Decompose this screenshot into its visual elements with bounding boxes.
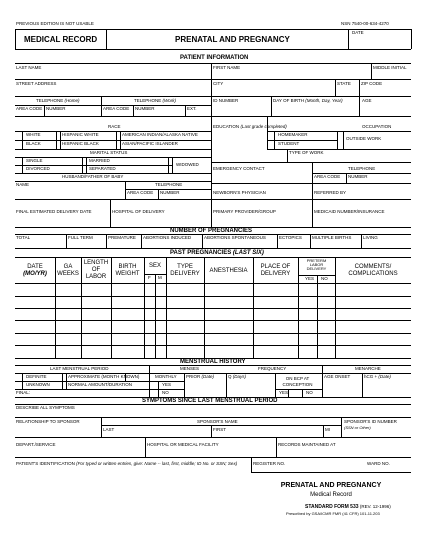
marital-status-label: MARITAL STATUS [90, 150, 128, 155]
past-pregnancies-heading: PAST PREGNANCIES (LAST SIX) [170, 250, 264, 256]
rule [288, 389, 289, 397]
occupation-homemaker[interactable]: HOMEMAKER [278, 132, 308, 137]
rule [82, 157, 83, 173]
patient-id-label: PATIENT'S IDENTIFICATION (For typed or written entries, give: Name -- last, first, middle; ID No. or SSN; Sex) [16, 461, 238, 466]
street-label: STREET ADDRESS [16, 81, 57, 86]
rule [106, 234, 107, 248]
menstrual-heading: MENSTRUAL HISTORY [180, 359, 246, 365]
form-type: MEDICAL RECORD [24, 35, 98, 44]
monthly-no[interactable]: NO [162, 390, 169, 395]
rule [322, 365, 323, 397]
rule [271, 96, 272, 116]
city-label: CITY [213, 81, 224, 86]
total-label: TOTAL [16, 235, 31, 240]
ward-label: WARD NO. [367, 461, 390, 466]
marital-separated[interactable]: SEPARATED [89, 166, 116, 171]
rule [106, 29, 107, 49]
sponsor-id-hint: (SSN or Other) [344, 425, 371, 430]
marital-divorced[interactable]: DIVORCED [26, 166, 50, 171]
rule [411, 29, 412, 49]
nsn-number: NSN 7540-00-634-4270 [341, 21, 389, 26]
rule [226, 373, 227, 397]
tel-home-label: TELEPHONE (Home) [36, 98, 80, 103]
rule [211, 183, 411, 184]
race-american-indian[interactable]: AMERICAN INDIAN/ALASKA NATIVE [122, 132, 198, 137]
rule [172, 157, 173, 173]
rule [310, 234, 311, 248]
bcp-no[interactable]: NO [306, 390, 313, 395]
lmp-label: LAST MENSTRUAL PERIOD [50, 366, 109, 371]
emergency-contact-label: EMERGENCY CONTACT [213, 166, 265, 171]
pregnancies-heading: NUMBER OF PREGNANCIES [170, 228, 253, 234]
medicaid-label: MEDICAID NUMBER/INSURANCE [314, 209, 385, 214]
rule [15, 457, 411, 458]
rule [312, 162, 313, 199]
rule [323, 425, 324, 437]
id-number-label: ID NUMBER [213, 98, 239, 103]
hospital-label: HOSPITAL OF DELIVERY [112, 209, 165, 214]
rule [101, 417, 102, 437]
number-label: NUMBER [160, 190, 180, 195]
table-row[interactable] [15, 320, 411, 321]
rule [149, 365, 150, 397]
rule [125, 373, 126, 381]
zip-label: ZIP CODE [361, 81, 383, 86]
table-row[interactable] [15, 308, 411, 309]
rule [348, 29, 349, 49]
number-label: NUMBER [135, 106, 155, 111]
sponsor-id-label: SPONSOR'S ID NUMBER [344, 419, 397, 424]
rule [251, 457, 252, 472]
newborn-physician-label: NEWBORN'S PHYSICIAN [213, 190, 266, 195]
sex-f-label: F [148, 275, 151, 280]
place-delivery-header: PLACE OF DELIVERY [260, 264, 291, 277]
first-name-label: FIRST NAME [213, 65, 241, 70]
number-label: NUMBER [348, 174, 368, 179]
race-asian[interactable]: ASIAN/PACIFIC ISLANDER [122, 141, 178, 146]
referred-by-label: REFERRED BY [314, 190, 347, 195]
rule [22, 157, 23, 173]
rule [277, 234, 278, 248]
occupation-outside-work[interactable]: OUTSIDE WORK [346, 136, 382, 141]
rule [341, 417, 342, 437]
number-label: NUMBER [46, 106, 66, 111]
birth-weight-header: BIRTH WEIGHT [115, 264, 140, 277]
rule [359, 79, 360, 96]
lmp-final[interactable]: FINAL: [16, 390, 31, 395]
depart-label: DEPART./SERVICE [16, 442, 56, 447]
rule [133, 105, 134, 116]
dob-label: DAY OF BIRTH (Month, Day, Year) [273, 98, 343, 103]
menses-label: MENSES [180, 366, 200, 371]
menarche-label: MENARCHE [355, 366, 381, 371]
rule [335, 79, 336, 96]
area-code-label: AREA CODE [103, 106, 130, 111]
sex-m-label: M [158, 275, 162, 280]
rule [62, 373, 63, 389]
frequency-label: FREQUENCY [258, 366, 287, 371]
preterm-no-label: NO [321, 276, 328, 281]
bcp-yes[interactable]: YES [279, 390, 289, 395]
rule [15, 283, 411, 284]
rule [274, 131, 275, 149]
name-label: NAME [16, 182, 30, 187]
rule [168, 157, 169, 173]
rule [22, 373, 23, 389]
lmp-definite[interactable]: DEFINITE [26, 374, 47, 379]
page-title: PRENATAL AND PREGNANCY [175, 35, 290, 44]
occupation-label: OCCUPATION [362, 124, 392, 129]
rule [125, 181, 126, 199]
rule [66, 234, 67, 248]
husband-label: HUSBAND/FATHER OF BABY [62, 174, 124, 179]
prescribed-by: Prescribed by GSA/ICMR FMR (41 CFR) 101-11.203 [286, 511, 380, 516]
marital-single[interactable]: SINGLE [26, 158, 43, 163]
area-code-label: AREA CODE [127, 190, 154, 195]
rule [15, 257, 411, 258]
lmp-normal[interactable]: NORMAL AMOUNT/DURATION [68, 382, 133, 387]
rule [15, 199, 411, 200]
race-hispanic-black[interactable]: HISPANIC BLACK [62, 141, 99, 146]
rule [362, 373, 363, 397]
last-label: LAST [103, 427, 115, 432]
race-black[interactable]: BLACK [26, 141, 41, 146]
rule [60, 131, 61, 149]
first-label: FIRST [213, 427, 226, 432]
on-bcp-label: ON BCP AT CONCEPTION [282, 376, 313, 387]
premature-label: PREMATURE [108, 235, 136, 240]
occupation-student[interactable]: STUDENT [278, 141, 300, 146]
rule [110, 199, 111, 227]
type-of-work-label: TYPE OF WORK [289, 150, 324, 155]
multiple-births-label: MULTIPLE BIRTHS [312, 235, 352, 240]
footer-subtitle: Medical Record [310, 492, 352, 498]
abortions-spontaneous-label: ABORTIONS SPONTANEOUS [204, 235, 266, 240]
rule [346, 173, 347, 183]
rule [275, 373, 276, 397]
middle-initial-label: MIDDLE INITIAL [373, 65, 407, 70]
edition-note: PREVIOUS EDITION IS NOT USABLE [16, 21, 94, 26]
rule [185, 105, 186, 116]
monthly-yes[interactable]: YES [162, 382, 172, 387]
area-code-label: AREA CODE [16, 106, 43, 111]
ext-label: EXT. [187, 106, 197, 111]
rule [337, 131, 338, 149]
rule [251, 472, 411, 473]
rule [15, 79, 411, 80]
rule [287, 149, 288, 162]
q-label: Q (Days) [228, 374, 247, 379]
symptoms-heading: SYMPTOMS SINCE LAST MENSTRUAL PERIOD [142, 398, 278, 404]
telephone-label: TELEPHONE [155, 182, 183, 187]
full-term-label: FULL TERM [68, 235, 93, 240]
ectopics-label: ECTOPICS [279, 235, 302, 240]
ga-weeks-header: GA WEEKS [57, 264, 79, 277]
rule [202, 234, 203, 248]
rule [267, 116, 268, 149]
rule [44, 105, 45, 116]
rule [15, 417, 411, 418]
preterm-header: PRETERM LABOR DELIVERY [306, 258, 327, 271]
rule [15, 96, 411, 97]
rule [15, 29, 16, 49]
rule [141, 234, 142, 248]
lmp-approximate[interactable]: APPROXIMATE (MONTH KNOWN) [68, 374, 140, 379]
date-label: DATE [352, 30, 364, 35]
length-labor-header: LENGTH OF LABOR [83, 260, 109, 280]
abortions-induced-label: ABORTIONS INDUCED [143, 235, 192, 240]
rule [15, 63, 411, 64]
rule [101, 425, 341, 426]
rule [359, 96, 360, 116]
records-label: RECORDS MAINTAINED AT [278, 442, 336, 447]
rule [145, 437, 146, 457]
race-hispanic-white[interactable]: HISPANIC WHITE [62, 132, 99, 137]
rule [15, 248, 411, 249]
rule [158, 189, 159, 199]
rule [302, 389, 303, 397]
patient-info-heading: PATIENT INFORMATION [180, 55, 249, 61]
rule [211, 162, 411, 163]
rule [312, 199, 313, 227]
race-white[interactable]: WHITE [26, 132, 41, 137]
table-row[interactable] [15, 345, 411, 346]
primary-provider-label: PRIMARY PROVIDER/GROUP [213, 209, 276, 214]
preterm-yes-label: YES [305, 276, 315, 281]
rule [56, 131, 57, 149]
relationship-label: RELATIONSHIP TO SPONSOR [16, 419, 80, 424]
standard-form: STANDARD FORM 533 (REV. 12-1996) [305, 504, 391, 510]
rule [15, 49, 411, 50]
register-label: REGISTER NO. [253, 461, 286, 466]
race-label: RACE [108, 124, 121, 129]
marital-married[interactable]: MARRIED [89, 158, 110, 163]
date-header: DATE (MO/YR) [23, 264, 47, 277]
rule [211, 63, 212, 79]
comments-header: COMMENTS/ COMPLICATIONS [348, 264, 398, 277]
footer-title: PRENATAL AND PREGNANCY [280, 482, 382, 489]
lmp-unknown[interactable]: UNKNOWN [26, 382, 50, 387]
rule [211, 199, 212, 227]
rule [66, 373, 67, 389]
type-delivery-header: TYPE DELIVERY [170, 264, 200, 277]
rule [371, 63, 372, 79]
table-row[interactable] [15, 296, 411, 297]
sponsor-name-label: SPONSOR'S NAME [197, 419, 238, 424]
facility-label: HOSPITAL OR MEDICAL FACILITY [147, 442, 219, 447]
rule [101, 96, 102, 116]
state-label: STATE [337, 81, 351, 86]
rule [86, 157, 87, 173]
tel-work-label: TELEPHONE (Work) [134, 98, 177, 103]
education-label: EDUCATION (Last grade completed) [213, 124, 287, 129]
menses-monthly[interactable]: MONTHLY [155, 374, 177, 379]
rule [22, 131, 23, 149]
rule [15, 157, 211, 158]
rule [211, 425, 212, 437]
marital-widowed[interactable]: WIDOWED [176, 162, 199, 167]
prior-label: PRIOR (Date) [186, 374, 215, 379]
rule [15, 140, 211, 141]
anesthesia-header: ANESTHESIA [209, 268, 248, 274]
mi-label: MI [325, 427, 330, 432]
area-code-label: AREA CODE [314, 174, 341, 179]
rule [120, 131, 121, 149]
est-delivery-label: FINAL ESTIMATED DELIVERY DATE [16, 209, 92, 214]
sex-header: SEX [148, 263, 161, 269]
rule [276, 437, 277, 457]
hcg-label: hCG + (Date) [364, 374, 391, 379]
rule [116, 131, 117, 149]
describe-symptoms-label: DESCRIBE ALL SYMPTOMS [16, 405, 75, 410]
table-row[interactable] [15, 333, 411, 334]
rule [211, 79, 212, 96]
rule [15, 116, 411, 117]
telephone-label: TELEPHONE [348, 166, 376, 171]
rule [343, 131, 344, 149]
rule [361, 234, 362, 248]
rule [15, 437, 411, 438]
rule [184, 373, 185, 397]
rule [158, 381, 159, 397]
age-label: AGE [362, 98, 372, 103]
age-onset-label: AGE ONSET [324, 374, 351, 379]
living-label: LIVING [363, 235, 378, 240]
last-name-label: LAST NAME [16, 65, 42, 70]
